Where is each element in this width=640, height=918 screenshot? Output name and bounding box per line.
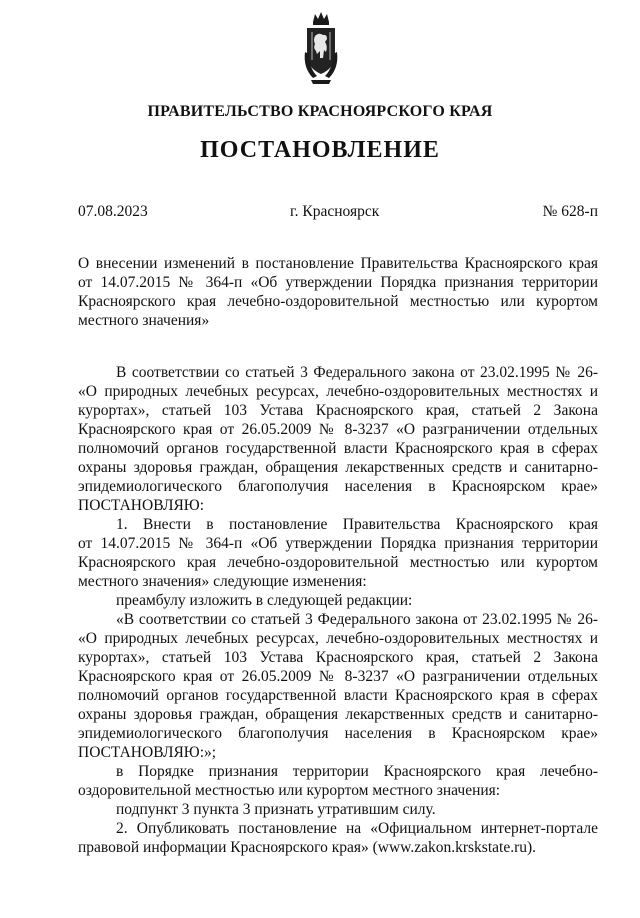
subject-line: О внесении изменений в постановление Правительства Красноярского края bbox=[78, 255, 598, 272]
body-line: 2. Опубликовать постановление на «Официальном интернет-портале bbox=[116, 820, 598, 837]
body-line: эпидемиологического благополучия населения в Красноярском крае» bbox=[78, 478, 598, 495]
subject-line: от 14.07.2015 № 364-п «Об утверждении Порядка признания территории bbox=[78, 274, 598, 291]
document-date: 07.08.2023 bbox=[78, 203, 148, 220]
body-line: Красноярского края от 26.05.2009 № 8-3237 «О разграничении отдельных bbox=[78, 421, 598, 438]
body-line: подпункт 3 пункта 3 признать утратившим силу. bbox=[116, 801, 436, 818]
body-line: курортах», статьей 103 Устава Красноярского края, статьей 2 Закона bbox=[78, 649, 598, 666]
body-line: эпидемиологического благополучия населения в Красноярском крае» bbox=[78, 725, 598, 742]
government-name: ПРАВИТЕЛЬСТВО КРАСНОЯРСКОГО КРАЯ bbox=[147, 103, 493, 120]
document-type-title: ПОСТАНОВЛЕНИЕ bbox=[200, 137, 440, 163]
coat-of-arms-icon bbox=[303, 8, 339, 88]
body-line: охраны здоровья граждан, обращения лекарственных средств и санитарно- bbox=[78, 706, 598, 723]
document-meta-row bbox=[78, 203, 598, 223]
body-line: «О природных лечебных ресурсах, лечебно-оздоровительных местностях и bbox=[78, 383, 598, 400]
body-line: в Порядке признания территории Красноярского края лечебно- bbox=[116, 763, 598, 780]
body-line: преамбулу изложить в следующей редакции: bbox=[116, 592, 413, 609]
subject-line: местного значения» bbox=[78, 312, 210, 329]
body-line: охраны здоровья граждан, обращения лекарственных средств и санитарно- bbox=[78, 459, 598, 476]
body-line: ПОСТАНОВЛЯЮ:»; bbox=[78, 744, 217, 761]
body-line: «О природных лечебных ресурсах, лечебно-оздоровительных местностях и bbox=[78, 630, 598, 647]
body-line: «В соответствии со статьей 3 Федерального закона от 23.02.1995 № 26- bbox=[116, 611, 598, 628]
document-number: № 628-п bbox=[542, 203, 598, 220]
body-line: полномочий органов государственной власти Красноярского края в сферах bbox=[78, 687, 598, 704]
body-line: от 14.07.2015 № 364-п «Об утверждении Порядка признания территории bbox=[78, 535, 598, 552]
document-body bbox=[78, 363, 598, 857]
body-line: Красноярского края от 26.05.2009 № 8-3237 «О разграничении отдельных bbox=[78, 668, 598, 685]
document-city: г. Красноярск bbox=[290, 203, 380, 220]
document-subject bbox=[78, 254, 598, 330]
body-line: полномочий органов государственной власти Красноярского края в сферах bbox=[78, 440, 598, 457]
subject-line: Красноярского края лечебно-оздоровительной местностью или курортом bbox=[78, 293, 598, 310]
body-line: курортах», статьей 103 Устава Красноярского края, статьей 2 Закона bbox=[78, 402, 598, 419]
body-line: местного значения» следующие изменения: bbox=[78, 573, 367, 590]
body-line: Красноярского края лечебно-оздоровительной местностью или курортом bbox=[78, 554, 598, 571]
body-line: правовой информации Красноярского края» (www.zakon.krskstate.ru). bbox=[78, 839, 537, 856]
body-line: 1. Внести в постановление Правительства Красноярского края bbox=[116, 516, 598, 533]
body-line: В соответствии со статьей 3 Федерального закона от 23.02.1995 № 26- bbox=[116, 364, 598, 381]
body-line: оздоровительной местностью или курортом местного значения: bbox=[78, 782, 501, 799]
body-line: ПОСТАНОВЛЯЮ: bbox=[78, 497, 205, 514]
